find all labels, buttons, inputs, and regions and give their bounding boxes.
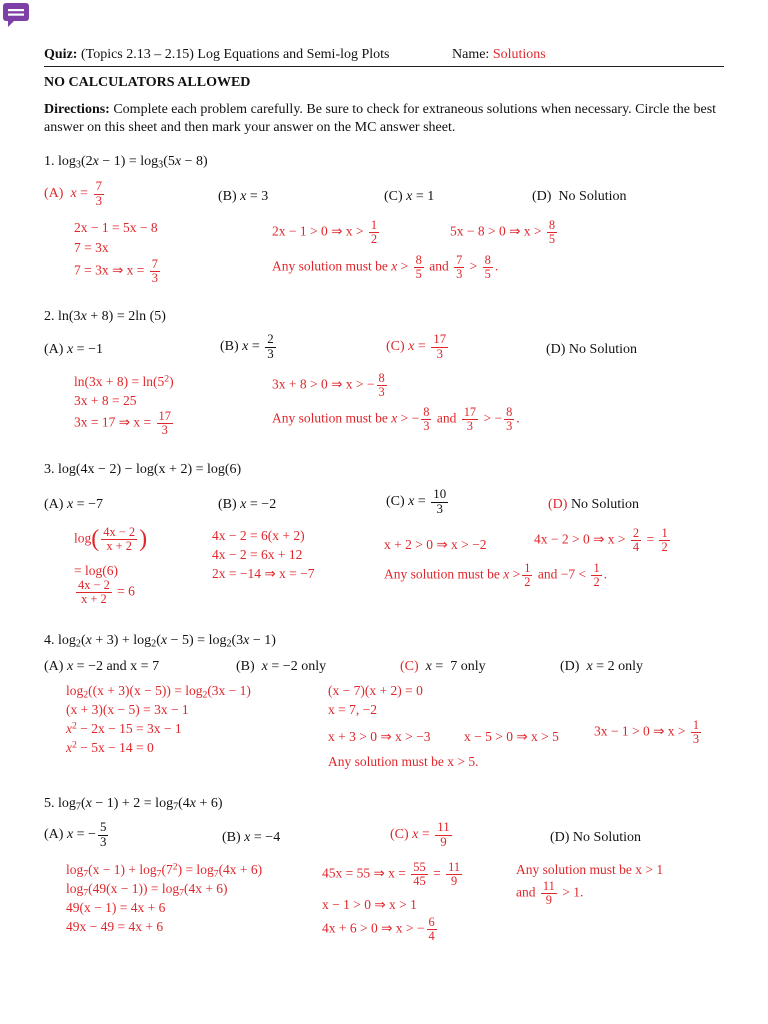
q2-number: 2. (44, 309, 55, 324)
name-value: Solutions (492, 47, 546, 62)
no-calculators: NO CALCULATORS ALLOWED (44, 75, 251, 90)
q4-a-label: (A) (44, 659, 64, 674)
q3-work-num: 4x − 2 (103, 525, 136, 539)
q4-a-value: −2 and x = 7 (88, 659, 160, 674)
q2-work-2: 3x + 8 = 25 (74, 393, 137, 408)
q1-and-den1: 3 (456, 267, 463, 282)
q3-c-label: (C) (386, 494, 405, 510)
q1-choice-b[interactable]: (B) x = 3 (218, 189, 269, 204)
q1-check-1 (272, 219, 381, 246)
q4-choice-b[interactable]: (B) x = −2 only (236, 659, 327, 674)
q1-check-2-num: 8 (548, 218, 556, 232)
q2-and-num1: 17 (463, 405, 477, 419)
q3-work-log: log (74, 530, 92, 546)
q1-work-3 (74, 258, 162, 285)
q2-work-3-num: 17 (158, 409, 171, 423)
q1-a-den: 3 (95, 193, 102, 208)
name-label: Name: (452, 47, 490, 62)
q3-b-value: −2 (261, 497, 277, 512)
q4-number: 4. (44, 633, 55, 648)
q4-check-3-den: 3 (692, 732, 700, 747)
q4-work-1-text: ((x + 3)(x − 5)) = log (88, 683, 203, 698)
q1-any-text: Any solution must be (272, 258, 388, 274)
q2-choice-a[interactable]: (A) x = −1 (44, 342, 103, 357)
q4-work-4: $x^2 - 5x - 14 = 0$ (66, 739, 154, 755)
q3-any-solution: Any solution must be x > $\frac{1}{2}$ and −7 < $\frac{1}{2}$ . (384, 561, 608, 590)
q2-check-1-num: 8 (378, 371, 385, 385)
q5-a-num: 5 (99, 820, 107, 834)
q5-work-1-c: (7 (161, 862, 173, 877)
q1-choice-d[interactable] (532, 189, 627, 205)
q4-check-3-text: 3x − 1 > 0 ⇒ x > (594, 723, 686, 739)
q2-a-label: (A) (44, 342, 64, 357)
q1-work-3-text: 7 = 3x ⇒ x = (74, 262, 145, 278)
q5-b-value: −4 (265, 830, 281, 845)
q5-a-label: (A) (44, 827, 64, 843)
q5-work-2-b: (49(x − 1)) = log (88, 881, 180, 896)
q3-c-num: 10 (433, 487, 447, 501)
q1-b-label: (B) (218, 189, 237, 204)
q1-choice-c[interactable]: (C) x = 1 (384, 189, 435, 204)
header-rule (44, 66, 724, 67)
q4-b-value: −2 only (282, 659, 327, 674)
q3-any-num: 1 (524, 561, 531, 575)
q5-and (516, 880, 583, 907)
q3-a-value: −7 (88, 497, 103, 512)
q4-work-2: (x + 3)(x − 5) = 3x − 1 (66, 702, 189, 717)
q2-any-text: Any solution must be (272, 410, 388, 426)
q2-and-den1: 3 (466, 419, 473, 434)
q5-mid-1-num: 55 (413, 860, 426, 874)
q2-check-1-den: 3 (378, 385, 385, 400)
q5-equation: 5. $\log_7(x - 1) + 2 = \log_7(4x + 6)$ (44, 796, 223, 813)
q2-choice-d[interactable]: (D) No Solution (546, 342, 637, 357)
q2-and: and (436, 410, 457, 426)
q5-mid-1-text: 45x = 55 ⇒ x = (322, 865, 406, 881)
q2-work-1-sup: 2 (164, 373, 170, 385)
q4-any-solution: Any solution must be x > 5. (328, 754, 479, 769)
q3-d-value: No Solution (570, 497, 640, 512)
q3-mid-3: 2x = −14 ⇒ x = −7 (212, 566, 315, 581)
q5-choice-d[interactable]: (D) No Solution (550, 830, 641, 845)
q4-choice-d[interactable]: (D) x = 2 only (560, 659, 643, 674)
q1-check-1-num: 1 (370, 218, 378, 232)
q1-and-den2: 5 (484, 267, 491, 282)
q4-d-label: (D) (560, 659, 580, 674)
q4-work-3-text: − 2x − 15 = 3x − 1 (80, 721, 182, 736)
q5-work-2-c: (4x + 6) (183, 881, 228, 896)
q5-and-text: and (516, 884, 536, 900)
q3-mid-1: 4x − 2 = 6(x + 2) (212, 528, 305, 543)
q1-d-label: (D) (532, 189, 552, 204)
q5-and-den: 9 (545, 893, 552, 908)
q2-work-3-text: 3x = 17 ⇒ x = (74, 414, 152, 430)
q5-mid-1-den: 45 (413, 874, 426, 889)
q4-check-1: x + 3 > 0 ⇒ x > −3 (328, 729, 431, 744)
q5-mid-3-text: 4x + 6 > 0 ⇒ x > − (322, 920, 425, 936)
q2-and-den2: 3 (506, 419, 513, 434)
q3-work-3-num: 4x − 2 (78, 578, 110, 592)
q4-work-1-end: (3x − 1) (207, 683, 251, 698)
q1-any-den: 5 (415, 267, 422, 282)
q1-check-2-den: 5 (548, 232, 556, 247)
q2-a-value: −1 (88, 342, 103, 357)
q5-mid-1-num2: 11 (448, 860, 461, 874)
q3-and: and −7 < (537, 566, 587, 582)
q2-c-label: (C) (386, 339, 405, 355)
q5-work-1-d: ) = log (177, 862, 214, 877)
q3-check-2-text: 4x − 2 > 0 ⇒ x > (534, 531, 626, 547)
q3-d-label: (D) (548, 497, 568, 512)
q2-c-den: 3 (436, 346, 443, 361)
q2-any-solution: Any solution must be x > − $\frac{8}{3}$ and $\frac{17}{3}$ > − $\frac{8}{3}$ . (272, 405, 520, 434)
q2-work-3 (74, 410, 175, 437)
q1-d-value: No Solution (558, 189, 627, 204)
q4-choice-c[interactable]: (C) x = 7 only (400, 659, 486, 674)
q2-work-1-text: ln(3x + 8) = ln(5 (74, 374, 165, 389)
directions-label: Directions: (44, 102, 110, 117)
q4-choice-a[interactable]: (A) x = −2 and x = 7 (44, 659, 160, 674)
q5-choice-a[interactable]: (A) x = − $\frac{5}{3}$ (44, 820, 107, 849)
q2-work-3-den: 3 (161, 423, 168, 438)
q4-equation: 4. $\log_2(x + 3) + \log_2(x - 5) = \log_2(3x - 1)$ (44, 633, 276, 650)
q3-equation-text: log(4x − 2) − log(x + 2) = log(6) (58, 462, 242, 477)
q5-work-1: $\log_7(x - 1) + \log_7(7^2) = \log_7(4x + 6)$ (66, 861, 263, 880)
q5-and-num: 11 (542, 879, 555, 893)
q4-d-value: 2 only (607, 659, 643, 674)
directions-text: Complete each problem carefully. Be sure to check for extraneous solutions when necessary. Circle the best answer on this sheet and then mark your answer on the MC answer sheet. (44, 102, 717, 135)
q5-work-2: $\log_7(49(x - 1)) = \log_7(4x + 6)$ (66, 881, 228, 899)
q3-choice-a[interactable]: (A) x = −7 (44, 497, 103, 512)
q1-check-2 (450, 219, 559, 246)
q2-any-num: 8 (423, 405, 430, 419)
q2-b-den: 3 (267, 346, 274, 361)
q2-b-num: 2 (267, 332, 274, 346)
q3-work-1: log( $\frac{4x - 2}{x + 2}$ ) (74, 525, 148, 554)
q5-mid-1-den2: 9 (450, 874, 458, 889)
q5-b-label: (B) (222, 830, 241, 845)
q1-check-1-text: 2x − 1 > 0 ⇒ x > (272, 223, 364, 239)
q5-mid-1: 45x = 55 ⇒ x = $\frac{55}{45}$ = $\frac{11}{9}$ (322, 860, 461, 889)
q5-c-num: 11 (437, 820, 450, 834)
q4-work-3: $x^2 - 2x - 15 = 3x - 1$ (66, 720, 182, 736)
q1-and-num1: 7 (456, 253, 463, 267)
q3-and-den: 2 (593, 575, 600, 590)
q5-work-4: 49x − 49 = 4x + 6 (66, 919, 164, 934)
q3-c-den: 3 (436, 501, 443, 516)
q1-a-label: (A) (44, 186, 64, 202)
q1-choice-a[interactable]: (A) x = $\frac{7}{3}$ (44, 179, 102, 208)
q2-any-den: 3 (423, 419, 430, 434)
q3-number: 3. (44, 462, 55, 477)
q2-check-1 (272, 372, 389, 399)
q3-a-label: (A) (44, 497, 64, 512)
q1-equation: 1. $\log_3(2x - 1) = \log_3(5x - 8)$ (44, 154, 208, 171)
q5-work-3: 49(x − 1) = 4x + 6 (66, 900, 166, 915)
q5-number: 5. (44, 796, 55, 811)
q3-mid-2: 4x − 2 = 6x + 12 (212, 547, 303, 562)
q5-mid-2: x − 1 > 0 ⇒ x > 1 (322, 897, 417, 912)
q5-choice-c[interactable]: (C) x = $\frac{11}{9}$ (390, 820, 450, 849)
q3-work-3-den: x + 2 (81, 592, 107, 607)
q1-work-3-num: 7 (151, 257, 158, 271)
q3-check-1: x + 2 > 0 ⇒ x > −2 (384, 537, 487, 552)
q1-any-num: 8 (415, 253, 422, 267)
q3-work-den: x + 2 (106, 539, 132, 554)
q5-choice-b[interactable]: (B) x = −4 (222, 830, 281, 845)
q1-b-value: 3 (261, 189, 269, 204)
q2-work-1 (74, 374, 174, 390)
q5-any-solution: Any solution must be x > 1 (516, 862, 664, 877)
q1-and: and (429, 258, 449, 274)
q4-check-3 (594, 719, 703, 746)
q3-check-2-num2: 1 (661, 526, 668, 540)
q1-any-solution: Any solution must be x > $\frac{8}{5}$ and $\frac{7}{3}$ > $\frac{8}{5}$ . (272, 253, 499, 282)
q1-work-3-den: 3 (151, 271, 158, 286)
q1-c-value: 1 (427, 189, 435, 204)
q4-check-3-num: 1 (692, 718, 700, 732)
q3-choice-c[interactable]: (C) x = $\frac{10}{3}$ (386, 487, 447, 516)
q2-c-num: 17 (433, 332, 447, 346)
q5-mid-3 (322, 916, 439, 943)
q5-work-1-b: (x − 1) + log (88, 862, 157, 877)
directions (44, 101, 734, 137)
q5-c-label: (C) (390, 827, 409, 843)
q1-work-2: 7 = 3x (74, 240, 109, 255)
q4-work-4-text: − 5x − 14 = 0 (80, 740, 154, 755)
q3-check-2-den: 4 (632, 540, 640, 555)
q5-mid-3-den: 4 (428, 929, 435, 944)
q3-check-2-den2: 2 (661, 540, 668, 555)
q3-equation (44, 462, 241, 478)
quiz-topic: (Topics 2.13 – 2.15) Log Equations and Semi-log Plots (80, 47, 390, 62)
q3-any-den: 2 (524, 575, 531, 590)
q3-choice-b[interactable]: (B) x = −2 (218, 497, 277, 512)
q3-check-2: 4x − 2 > 0 ⇒ x > $\frac{2}{4}$ = $\frac{1}{2}$ (534, 526, 668, 555)
q4-work-1: $\log_2((x + 3)(x - 5)) = \log_2(3x - 1)$ (66, 683, 251, 701)
q3-work-3-eq: = 6 (117, 583, 135, 599)
q1-work-1: 2x − 1 = 5x − 8 (74, 220, 158, 235)
q1-check-1-den: 2 (370, 232, 378, 247)
q3-b-label: (B) (218, 497, 237, 512)
q3-any-text: Any solution must be (384, 566, 500, 582)
q2-equation: 2. ln(3x + 8) = 2ln (5) (44, 309, 166, 324)
q4-mid-2: x = 7, −2 (328, 702, 377, 717)
q5-and-end: > 1. (562, 884, 584, 900)
q3-check-2-num: 2 (632, 526, 640, 540)
q5-mid-3-num: 6 (428, 915, 435, 929)
quiz-label: Quiz: (44, 47, 78, 62)
q4-c-value: 7 only (450, 659, 486, 674)
comment-icon[interactable] (2, 2, 30, 28)
q3-and-num: 1 (593, 561, 600, 575)
q1-number: 1. (44, 154, 55, 169)
q1-and-num2: 8 (484, 253, 491, 267)
q4-check-2: x − 5 > 0 ⇒ x > 5 (464, 729, 559, 744)
q2-work-1-end: ) (169, 374, 174, 389)
q4-mid-1: (x − 7)(x + 2) = 0 (328, 683, 423, 698)
q5-work-1-e: (4x + 6) (218, 862, 263, 877)
q2-choice-b[interactable]: (B) x = $\frac{2}{3}$ (220, 332, 274, 361)
q2-and-num2: 8 (506, 405, 513, 419)
q1-a-num: 7 (95, 179, 102, 193)
q3-work-3 (74, 579, 135, 606)
name-field (452, 47, 546, 63)
q1-c-label: (C) (384, 189, 403, 204)
q2-check-1-text: 3x + 8 > 0 ⇒ x > − (272, 376, 375, 392)
quiz-title (44, 47, 390, 63)
q2-b-label: (B) (220, 339, 239, 355)
q5-a-den: 3 (99, 834, 107, 849)
q3-choice-d[interactable] (548, 497, 639, 513)
q3-work-2: = log(6) (74, 563, 118, 578)
q4-c-label: (C) (400, 659, 419, 674)
q2-choice-c[interactable]: (C) x = $\frac{17}{3}$ (386, 332, 447, 361)
q5-c-den: 9 (440, 834, 447, 849)
q1-check-2-text: 5x − 8 > 0 ⇒ x > (450, 223, 542, 239)
q4-b-label: (B) (236, 659, 255, 674)
